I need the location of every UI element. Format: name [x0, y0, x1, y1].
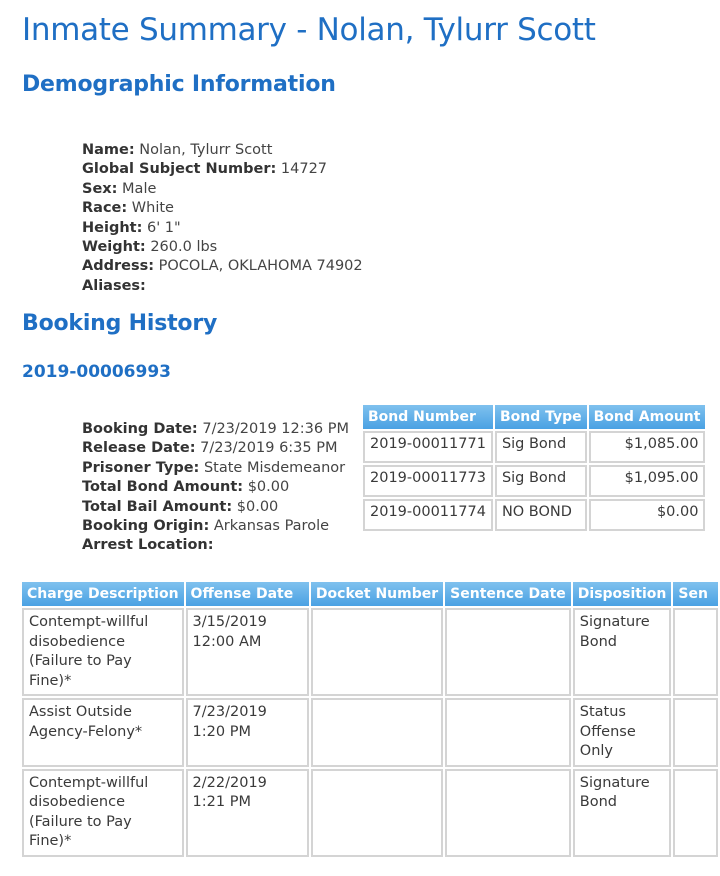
table-header-row	[363, 405, 705, 429]
sentence-cell	[673, 608, 718, 696]
sentence-date-cell	[445, 769, 571, 857]
column-header: Bond Number	[363, 405, 493, 429]
subject-number-row	[82, 160, 363, 179]
bond-type-cell: Sig Bond	[495, 465, 587, 497]
table-row	[22, 698, 718, 767]
bond-type-cell: Sig Bond	[495, 431, 587, 463]
field-value: Arkansas Parole	[213, 518, 330, 535]
field-label: Address:	[82, 258, 155, 275]
table-row	[363, 465, 705, 497]
field-value: Nolan, Tylurr Scott	[139, 142, 273, 158]
docket-number-cell	[311, 608, 443, 696]
table-row	[363, 431, 705, 463]
field-label: Arrest Location:	[82, 537, 214, 554]
release-date-row	[82, 439, 349, 458]
field-value: 14727	[280, 161, 328, 178]
column-header: Bond Type	[495, 405, 587, 429]
booking-history-heading: Booking History	[22, 311, 218, 336]
field-value: 7/23/2019 12:36 PM	[202, 421, 349, 437]
table-row	[363, 499, 705, 531]
field-value: 7/23/2019 6:35 PM	[200, 440, 338, 457]
bond-number-cell: 2019-00011774	[363, 499, 493, 531]
field-value: State Misdemeanor	[203, 459, 346, 476]
field-label: Total Bail Amount:	[82, 498, 233, 515]
field-label: Height:	[82, 219, 143, 236]
bond-number-cell: 2019-00011771	[363, 431, 493, 463]
prisoner-type-row	[82, 459, 349, 478]
field-label: Sex:	[82, 180, 118, 197]
booking-origin-row	[82, 517, 349, 536]
column-header: Offense Date	[186, 582, 309, 606]
bond-amount-cell: $1,085.00	[589, 431, 706, 463]
field-label: Global Subject Number:	[82, 161, 277, 178]
docket-number-cell	[311, 698, 443, 767]
height-row	[82, 219, 363, 238]
charge-description-cell: Assist Outside Agency-Felony*	[22, 698, 184, 767]
booking-id: 2019-00006993	[22, 362, 171, 382]
bond-amount-cell: $1,095.00	[589, 465, 706, 497]
aliases-row	[82, 277, 363, 296]
field-value: $0.00	[247, 479, 290, 496]
race-row	[82, 199, 363, 218]
field-label: Booking Date:	[82, 421, 198, 437]
demographic-info	[82, 141, 363, 296]
booking-date-row	[82, 420, 349, 439]
column-header: Docket Number	[311, 582, 443, 606]
field-label: Name:	[82, 142, 135, 158]
charge-description-cell: Contempt-willful disobedience (Failure to Pay Fine)*	[22, 608, 184, 696]
bond-amount-cell: $0.00	[589, 499, 706, 531]
sentence-date-cell	[445, 608, 571, 696]
table-row	[22, 608, 718, 696]
bond-number-cell: 2019-00011773	[363, 465, 493, 497]
field-value: POCOLA, OKLAHOMA 74902	[158, 258, 363, 275]
arrest-location-row	[82, 536, 349, 555]
sex-row	[82, 180, 363, 199]
offense-date-cell: 2/22/2019 1:21 PM	[186, 769, 309, 857]
field-value: Male	[122, 180, 157, 197]
column-header: Bond Amount	[589, 405, 706, 429]
field-value: 260.0 lbs	[150, 239, 218, 256]
column-header: Sentence Date	[445, 582, 571, 606]
address-row	[82, 257, 363, 276]
charge-description-cell: Contempt-willful disobedience (Failure to Pay Fine)*	[22, 769, 184, 857]
field-label: Race:	[82, 200, 128, 217]
docket-number-cell	[311, 769, 443, 857]
column-header: Sen	[673, 582, 718, 606]
field-value: White	[131, 200, 174, 217]
offense-date-cell: 7/23/2019 1:20 PM	[186, 698, 309, 767]
field-value: 6' 1"	[146, 219, 181, 236]
total-bond-row	[82, 478, 349, 497]
field-label: Release Date:	[82, 440, 196, 457]
weight-row	[82, 238, 363, 257]
table-header-row	[22, 582, 718, 606]
field-value: $0.00	[236, 498, 279, 515]
disposition-cell: Signature Bond	[573, 608, 672, 696]
sentence-date-cell	[445, 698, 571, 767]
name-row	[82, 141, 363, 160]
bond-table	[361, 403, 707, 533]
booking-info	[82, 420, 349, 556]
disposition-cell: Status Offense Only	[573, 698, 672, 767]
total-bail-row	[82, 498, 349, 517]
bond-type-cell: NO BOND	[495, 499, 587, 531]
table-row	[22, 769, 718, 857]
sentence-cell	[673, 698, 718, 767]
field-label: Prisoner Type:	[82, 459, 200, 476]
field-label: Weight:	[82, 239, 146, 256]
charge-table	[20, 580, 720, 859]
demographic-heading: Demographic Information	[22, 72, 336, 97]
page-title: Inmate Summary - Nolan, Tylurr Scott	[22, 12, 596, 48]
column-header: Charge Description	[22, 582, 184, 606]
field-label: Total Bond Amount:	[82, 479, 244, 496]
offense-date-cell: 3/15/2019 12:00 AM	[186, 608, 309, 696]
field-label: Booking Origin:	[82, 518, 210, 535]
disposition-cell: Signature Bond	[573, 769, 672, 857]
sentence-cell	[673, 769, 718, 857]
column-header: Disposition	[573, 582, 672, 606]
field-label: Aliases:	[82, 277, 146, 294]
